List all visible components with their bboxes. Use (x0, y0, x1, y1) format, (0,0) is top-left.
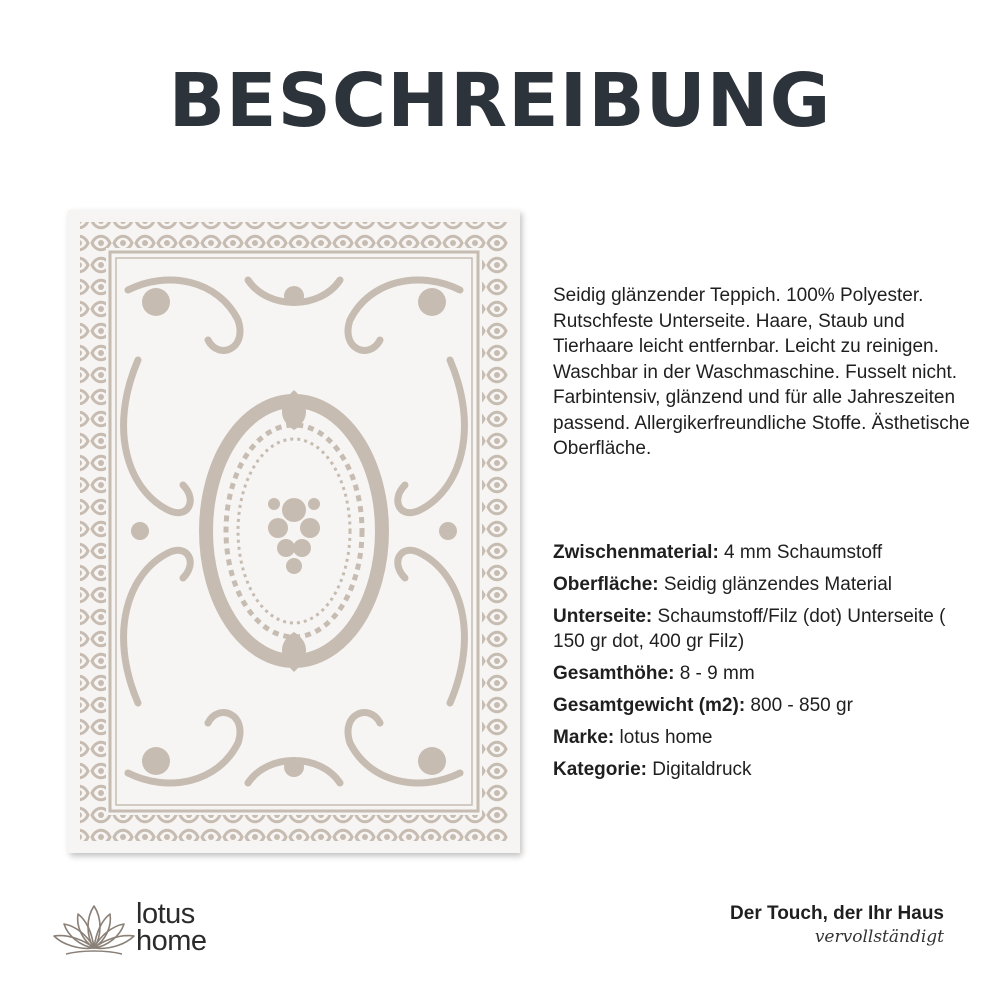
brand-line-1: lotus (136, 898, 195, 930)
spec-value: Schaumstoff/Filz (dot) Unterseite ( 150 gr dot, 400 gr Filz) (553, 606, 946, 652)
spec-label: Gesamtgewicht (m2): (553, 695, 746, 716)
spec-label: Unterseite: (553, 606, 653, 627)
spec-item (553, 661, 983, 686)
tagline-main: Der Touch, der Ihr Haus (730, 903, 944, 924)
spec-item (553, 757, 983, 782)
brand-name (136, 898, 207, 957)
spec-item (553, 540, 983, 565)
spec-item (553, 572, 983, 597)
spec-value: 800 - 850 gr (745, 695, 853, 716)
rug-product-image (68, 210, 520, 853)
spec-value: lotus home (614, 727, 713, 748)
spec-list (553, 540, 983, 789)
product-description: Seidig glänzender Teppich. 100% Polyester. Rutschfeste Unterseite. Haare, Staub und Tierhaare leicht entfernbar. Leicht zu reinigen. Waschbar in der Waschmaschine. Fusselt nicht. Farbintensiv, glänzend und für alle Jahreszeiten passend. Allergikerfreundliche Stoffe. Ästhetische Oberfläche. (553, 285, 970, 459)
tagline-sub: vervollständigt (814, 927, 944, 947)
brand-line-2: home (136, 925, 207, 957)
spec-label: Gesamthöhe: (553, 663, 675, 684)
rug-pattern (68, 210, 520, 853)
spec-item (553, 725, 983, 750)
lotus-flower-icon (52, 900, 136, 960)
spec-value: 8 - 9 mm (674, 663, 755, 684)
spec-item (553, 604, 953, 654)
spec-label: Kategorie: (553, 759, 647, 780)
spec-value: Digitaldruck (646, 759, 752, 780)
tagline (730, 903, 944, 947)
spec-value: Seidig glänzendes Material (658, 574, 893, 595)
spec-label: Oberfläche: (553, 574, 659, 595)
spec-value: 4 mm Schaumstoff (718, 542, 883, 563)
spec-label: Zwischenmaterial: (553, 542, 719, 563)
page-title: BESCHREIBUNG (168, 58, 832, 144)
spec-label: Marke: (553, 727, 615, 748)
spec-item (553, 693, 983, 718)
